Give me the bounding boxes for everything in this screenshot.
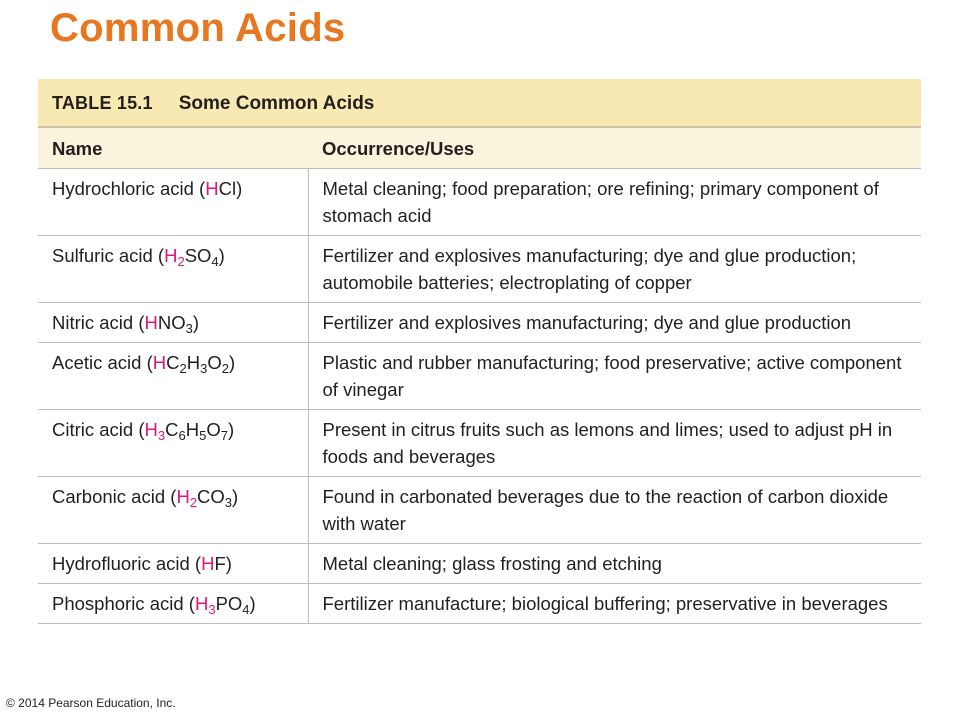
acid-name-cell: Acetic acid $(HC_2H_3O_2)$ <box>38 343 308 410</box>
acid-name: Acetic acid <box>52 352 142 373</box>
acid-name-cell: Carbonic acid $(H_2CO_3)$ <box>38 477 308 544</box>
column-header-uses: Occurrence/Uses <box>308 127 921 169</box>
acid-formula: HF <box>201 553 226 574</box>
acid-formula: $HC_2H_3O_2$ <box>152 352 229 376</box>
acid-uses: Present in citrus fruits such as lemons and limes; used to adjust pH in foods and beverages <box>308 410 921 477</box>
acid-name: Phosphoric acid <box>52 593 184 614</box>
acids-table <box>38 79 921 624</box>
table-body <box>38 169 921 624</box>
acid-name: Hydrofluoric acid <box>52 553 190 574</box>
acid-name: Carbonic acid <box>52 486 166 507</box>
acid-uses: Metal cleaning; food preparation; ore refining; primary component of stomach acid <box>308 169 921 236</box>
acid-uses: Plastic and rubber manufacturing; food preservative; active component of vinegar <box>308 343 921 410</box>
table-title: Some Common Acids <box>178 92 375 114</box>
acid-name-cell: Phosphoric acid $(H_3PO_4)$ <box>38 584 308 624</box>
acid-formula: $HNO_3$ <box>144 312 193 336</box>
acid-name-cell: Hydrofluoric acid (HF) <box>38 544 308 584</box>
table-header <box>38 127 921 169</box>
table-caption <box>38 79 921 127</box>
acid-uses: Fertilizer and explosives manufacturing; dye and glue production; automobile batteries; electroplating of copper <box>308 236 921 303</box>
acid-uses: Fertilizer manufacture; biological buffering; preservative in beverages <box>308 584 921 624</box>
table-row <box>38 584 921 624</box>
acid-name: Citric acid <box>52 419 134 440</box>
acid-formula: HCl <box>205 178 237 199</box>
acid-name: Nitric acid <box>52 312 134 333</box>
copyright-notice: © 2014 Pearson Education, Inc. <box>6 696 176 710</box>
table-row <box>38 303 921 343</box>
table-row <box>38 169 921 236</box>
table-row <box>38 477 921 544</box>
acid-name: Sulfuric acid <box>52 245 153 266</box>
acid-formula: $H_3PO_4$ <box>194 593 250 617</box>
slide-title: Common Acids <box>50 6 346 50</box>
table-row <box>38 343 921 410</box>
table-row <box>38 236 921 303</box>
acid-formula: $H_2SO_4$ <box>164 245 219 269</box>
acid-name-cell: Hydrochloric acid (HCl) <box>38 169 308 236</box>
acid-formula: $H_3C_6H_5O_7$ <box>144 419 228 443</box>
acid-uses: Found in carbonated beverages due to the reaction of carbon dioxide with water <box>308 477 921 544</box>
acid-formula: $H_2CO_3$ <box>176 486 233 510</box>
column-header-name: Name <box>38 127 308 169</box>
acid-name-cell: Sulfuric acid $(H_2SO_4)$ <box>38 236 308 303</box>
acid-name: Hydrochloric acid <box>52 178 194 199</box>
acid-uses: Metal cleaning; glass frosting and etching <box>308 544 921 584</box>
acid-name-cell: Nitric acid $(HNO_3)$ <box>38 303 308 343</box>
table-row <box>38 544 921 584</box>
table-number: TABLE 15.1 <box>52 92 153 113</box>
acid-uses: Fertilizer and explosives manufacturing; dye and glue production <box>308 303 921 343</box>
table-row <box>38 410 921 477</box>
acid-name-cell: Citric acid $(H_3C_6H_5O_7)$ <box>38 410 308 477</box>
